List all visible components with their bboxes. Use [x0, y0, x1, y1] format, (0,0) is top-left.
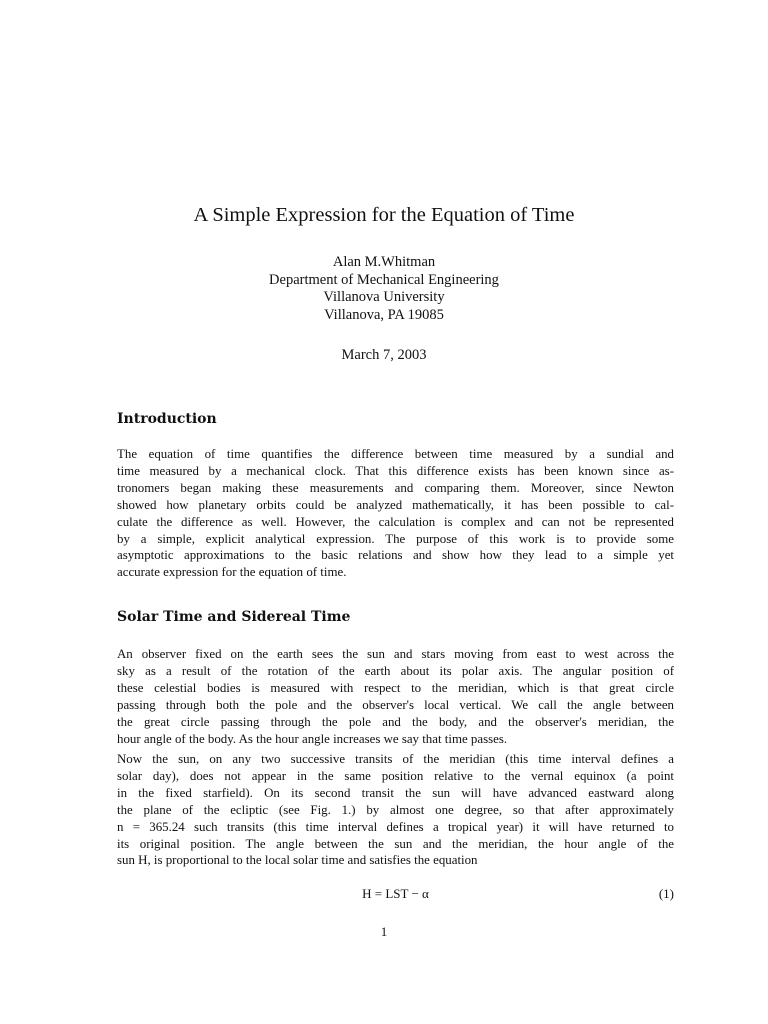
- introduction-paragraph: [117, 446, 674, 581]
- paragraph-line: its original position. The angle between the sun and the meridian, the hour angle of the: [117, 836, 674, 851]
- paragraph-line: passing through both the pole and the observer's local vertical. We call the angle between: [117, 697, 674, 712]
- paragraph-line: culate the difference as well. However, the calculation is complex and can not be represented: [117, 514, 674, 529]
- section-heading-introduction: Introduction: [117, 411, 217, 427]
- paragraph-line: asymptotic approximations to the basic relations and show how they lead to a simple yet: [117, 548, 674, 563]
- paragraph-line: time measured by a mechanical clock. That this difference exists has been known since as-: [117, 463, 674, 478]
- equation-number: (1): [658, 886, 674, 901]
- paragraph-line: hour angle of the body. As the hour angle increases we say that time passes.: [117, 731, 508, 746]
- paragraph-line: The equation of time quantifies the difference between time measured by a sundial and: [117, 447, 674, 461]
- paragraph-line: by a simple, explicit analytical expression. The purpose of this work is to provide some: [117, 531, 674, 546]
- paragraph-line: these celestial bodies is measured with respect to the meridian, which is that great circle: [117, 680, 674, 695]
- paragraph-line: accurate expression for the equation of time.: [117, 565, 347, 580]
- author-university: Villanova University: [323, 289, 445, 305]
- paragraph-line: showed how planetary orbits could be analyzed mathematically, it has been possible to cal-: [117, 497, 674, 512]
- paragraph-line: the great circle passing through the pole and the body, and the observer's meridian, the: [117, 714, 674, 729]
- author-department: Department of Mechanical Engineering: [269, 271, 499, 288]
- paper-date: March 7, 2003: [341, 347, 427, 363]
- author-block: [0, 254, 768, 324]
- paragraph-line: Now the sun, on any two successive transits of the meridian (this time interval defines a: [117, 752, 674, 766]
- paragraph-line: n = 365.24 such transits (this time interval defines a tropical year) it will have returned to: [117, 819, 674, 834]
- author-name: Alan M.Whitman: [332, 254, 436, 270]
- section-heading-solar-time: Solar Time and Sidereal Time: [117, 609, 351, 625]
- paragraph-line: in the fixed starfield). On its second transit the sun will have advanced eastward along: [117, 785, 674, 800]
- author-location: Villanova, PA 19085: [324, 306, 444, 323]
- solar-time-paragraph-2: [117, 751, 674, 869]
- page-number: 1: [380, 924, 388, 939]
- equation-1: [117, 885, 674, 903]
- paragraph-line: the plane of the ecliptic (see Fig. 1.) by almost one degree, so that after approximately: [117, 802, 674, 817]
- paragraph-line: solar day), does not appear in the same position relative to the vernal equinox (a point: [117, 768, 674, 783]
- equation-body: H = LST − α: [362, 886, 429, 901]
- solar-time-paragraph-1: [117, 646, 674, 747]
- paragraph-line: sun H, is proportional to the local solar time and satisfies the equation: [117, 853, 478, 868]
- paper-title: A Simple Expression for the Equation of Time: [193, 204, 575, 226]
- paragraph-line: sky as a result of the rotation of the earth about its polar axis. The angular position of: [117, 663, 674, 678]
- paragraph-line: An observer fixed on the earth sees the sun and stars moving from east to west across the: [117, 647, 674, 661]
- paragraph-line: tronomers began making these measurements and comparing them. Moreover, since Newton: [117, 480, 674, 495]
